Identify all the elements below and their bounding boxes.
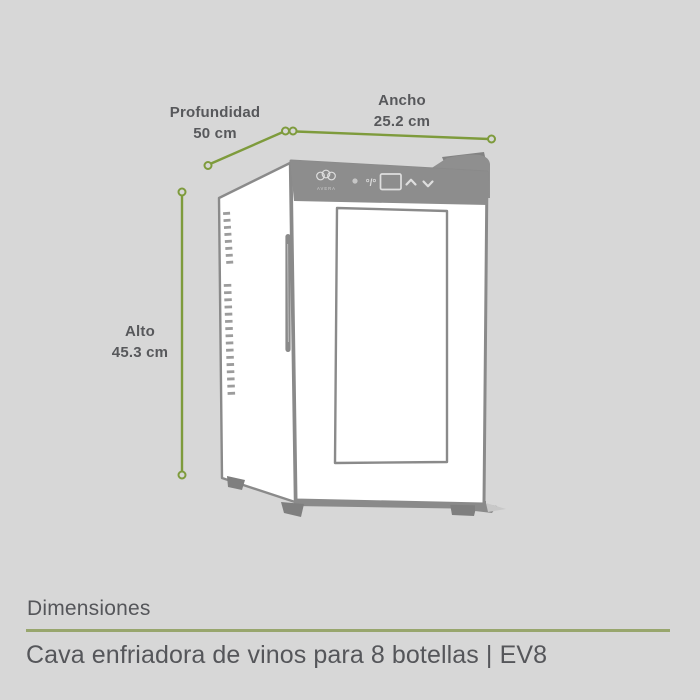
width-label-value: 25.2 cm — [373, 113, 431, 130]
height-label-value: 45.3 cm — [111, 344, 169, 361]
depth-label-name: Profundidad — [169, 104, 261, 121]
height-label-name: Alto — [125, 323, 155, 340]
section-title: Dimensiones — [27, 597, 151, 620]
brand-logo-text: AVERA — [317, 186, 336, 191]
depth-label — [170, 102, 261, 144]
door-window — [335, 208, 447, 463]
wine-cooler-body — [219, 152, 506, 517]
height-dimension-line — [179, 189, 186, 479]
width-label — [374, 90, 430, 132]
foot-front-right — [450, 504, 477, 516]
temp-unit-toggle-icon: °/° — [365, 178, 377, 189]
footer-divider — [26, 629, 670, 632]
width-label-name: Ancho — [378, 92, 426, 109]
height-label — [112, 321, 168, 363]
power-indicator-icon — [352, 178, 357, 183]
floor-shadow — [486, 503, 506, 512]
depth-label-value: 50 cm — [193, 125, 237, 142]
foot-front-left — [281, 502, 304, 517]
product-subtitle: Cava enfriadora de vinos para 8 botellas | EV8 — [26, 641, 548, 669]
side-panel — [219, 163, 295, 502]
